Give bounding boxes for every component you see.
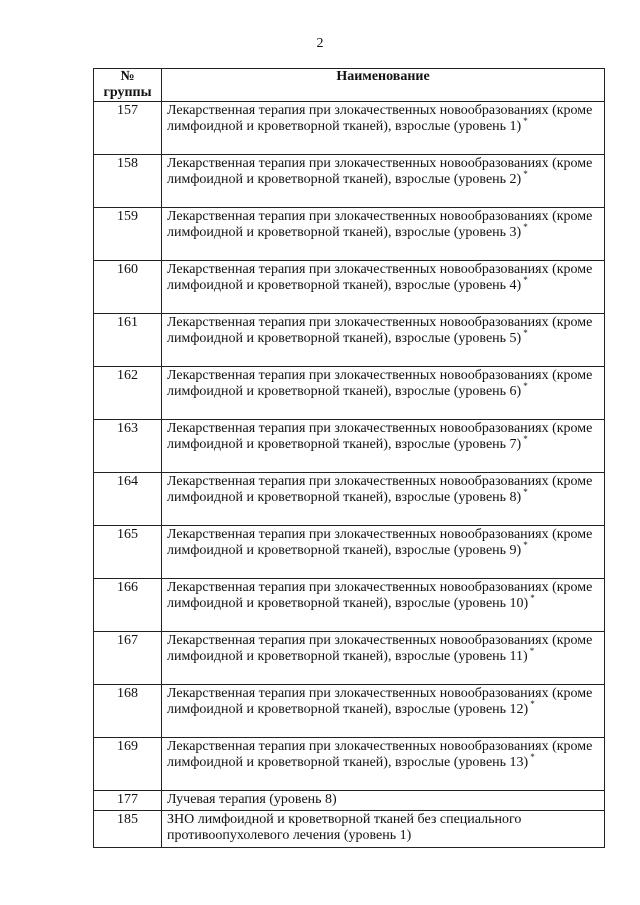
group-name-cell [162, 791, 605, 811]
group-name-cell [162, 367, 605, 420]
table-row [94, 526, 605, 579]
group-number: 166 [94, 579, 162, 632]
group-number: 165 [94, 526, 162, 579]
footnote-mark: * [523, 487, 528, 498]
group-name: Лекарственная терапия при злокачественных новообразованиях (кроме лимфоидной и кроветворной тканей), взрослые (уровень 13) [167, 739, 593, 770]
group-number: 167 [94, 632, 162, 685]
group-name: Лекарственная терапия при злокачественных новообразованиях (кроме лимфоидной и кроветворной тканей), взрослые (уровень 12) [167, 686, 593, 717]
group-name: Лекарственная терапия при злокачественных новообразованиях (кроме лимфоидной и кроветворной тканей), взрослые (уровень 2) [167, 156, 593, 187]
group-name: Лекарственная терапия при злокачественных новообразованиях (кроме лимфоидной и кроветворной тканей), взрослые (уровень 11) [167, 633, 593, 664]
group-name-cell [162, 632, 605, 685]
group-number: 161 [94, 314, 162, 367]
page-number: 2 [316, 36, 324, 51]
footnote-mark: * [530, 752, 535, 763]
group-number: 162 [94, 367, 162, 420]
group-number: 169 [94, 738, 162, 791]
group-number: 168 [94, 685, 162, 738]
table-row [94, 155, 605, 208]
footnote-mark: * [529, 646, 535, 657]
column-header-group-word: группы [103, 85, 152, 100]
column-header-name: Наименование [162, 69, 605, 102]
group-name-cell [162, 261, 605, 314]
group-number: 185 [94, 811, 162, 848]
group-number: 177 [94, 791, 162, 811]
group-name-cell [162, 579, 605, 632]
group-number: 159 [94, 208, 162, 261]
group-number: 163 [94, 420, 162, 473]
footnote-mark: * [523, 328, 528, 339]
table-row [94, 261, 605, 314]
table-row [94, 791, 605, 811]
group-name-cell [162, 155, 605, 208]
table-row [94, 685, 605, 738]
group-name: Лекарственная терапия при злокачественных новообразованиях (кроме лимфоидной и кроветворной тканей), взрослые (уровень 4) [167, 262, 593, 293]
table-row [94, 208, 605, 261]
footnote-mark: * [523, 540, 528, 551]
group-number: 158 [94, 155, 162, 208]
group-name-cell [162, 811, 605, 848]
group-number: 164 [94, 473, 162, 526]
footnote-mark: * [523, 169, 528, 180]
group-name-cell [162, 208, 605, 261]
column-header-group-number [94, 69, 162, 102]
table-header [94, 69, 605, 102]
group-number: 160 [94, 261, 162, 314]
footnote-mark: * [530, 699, 535, 710]
group-name-cell [162, 473, 605, 526]
group-name: Лекарственная терапия при злокачественных новообразованиях (кроме лимфоидной и кроветворной тканей), взрослые (уровень 8) [167, 474, 593, 505]
group-name: Лекарственная терапия при злокачественных новообразованиях (кроме лимфоидной и кроветворной тканей), взрослые (уровень 9) [167, 527, 593, 558]
table-row [94, 102, 605, 155]
group-name-cell [162, 102, 605, 155]
group-number: 157 [94, 102, 162, 155]
group-name-cell [162, 526, 605, 579]
footnote-mark: * [523, 275, 528, 286]
table-row [94, 314, 605, 367]
footnote-mark: * [530, 593, 535, 604]
table-row [94, 579, 605, 632]
table-row [94, 811, 605, 848]
group-name-cell [162, 738, 605, 791]
group-name-cell [162, 314, 605, 367]
table-row [94, 420, 605, 473]
group-name: Лекарственная терапия при злокачественных новообразованиях (кроме лимфоидной и кроветворной тканей), взрослые (уровень 6) [167, 368, 593, 399]
footnote-mark: * [523, 381, 528, 392]
group-name: ЗНО лимфоидной и кроветворной тканей без специального противоопухолевого лечения (уровень 1) [167, 812, 522, 843]
group-name: Лучевая терапия (уровень 8) [167, 792, 337, 807]
table-row [94, 367, 605, 420]
group-name: Лекарственная терапия при злокачественных новообразованиях (кроме лимфоидной и кроветворной тканей), взрослые (уровень 7) [167, 421, 593, 452]
table-header-row [94, 69, 605, 102]
footnote-mark: * [523, 434, 528, 445]
column-header-number-sign: № [120, 69, 135, 84]
group-name: Лекарственная терапия при злокачественных новообразованиях (кроме лимфоидной и кроветворной тканей), взрослые (уровень 10) [167, 580, 593, 611]
table-row [94, 473, 605, 526]
footnote-mark: * [523, 116, 528, 127]
groups-table [93, 68, 605, 848]
group-name: Лекарственная терапия при злокачественных новообразованиях (кроме лимфоидной и кроветворной тканей), взрослые (уровень 5) [167, 315, 593, 346]
group-name-cell [162, 685, 605, 738]
group-name: Лекарственная терапия при злокачественных новообразованиях (кроме лимфоидной и кроветворной тканей), взрослые (уровень 1) [167, 103, 593, 134]
table-row [94, 632, 605, 685]
table-row [94, 738, 605, 791]
group-name: Лекарственная терапия при злокачественных новообразованиях (кроме лимфоидной и кроветворной тканей), взрослые (уровень 3) [167, 209, 593, 240]
group-name-cell [162, 420, 605, 473]
footnote-mark: * [523, 222, 528, 233]
